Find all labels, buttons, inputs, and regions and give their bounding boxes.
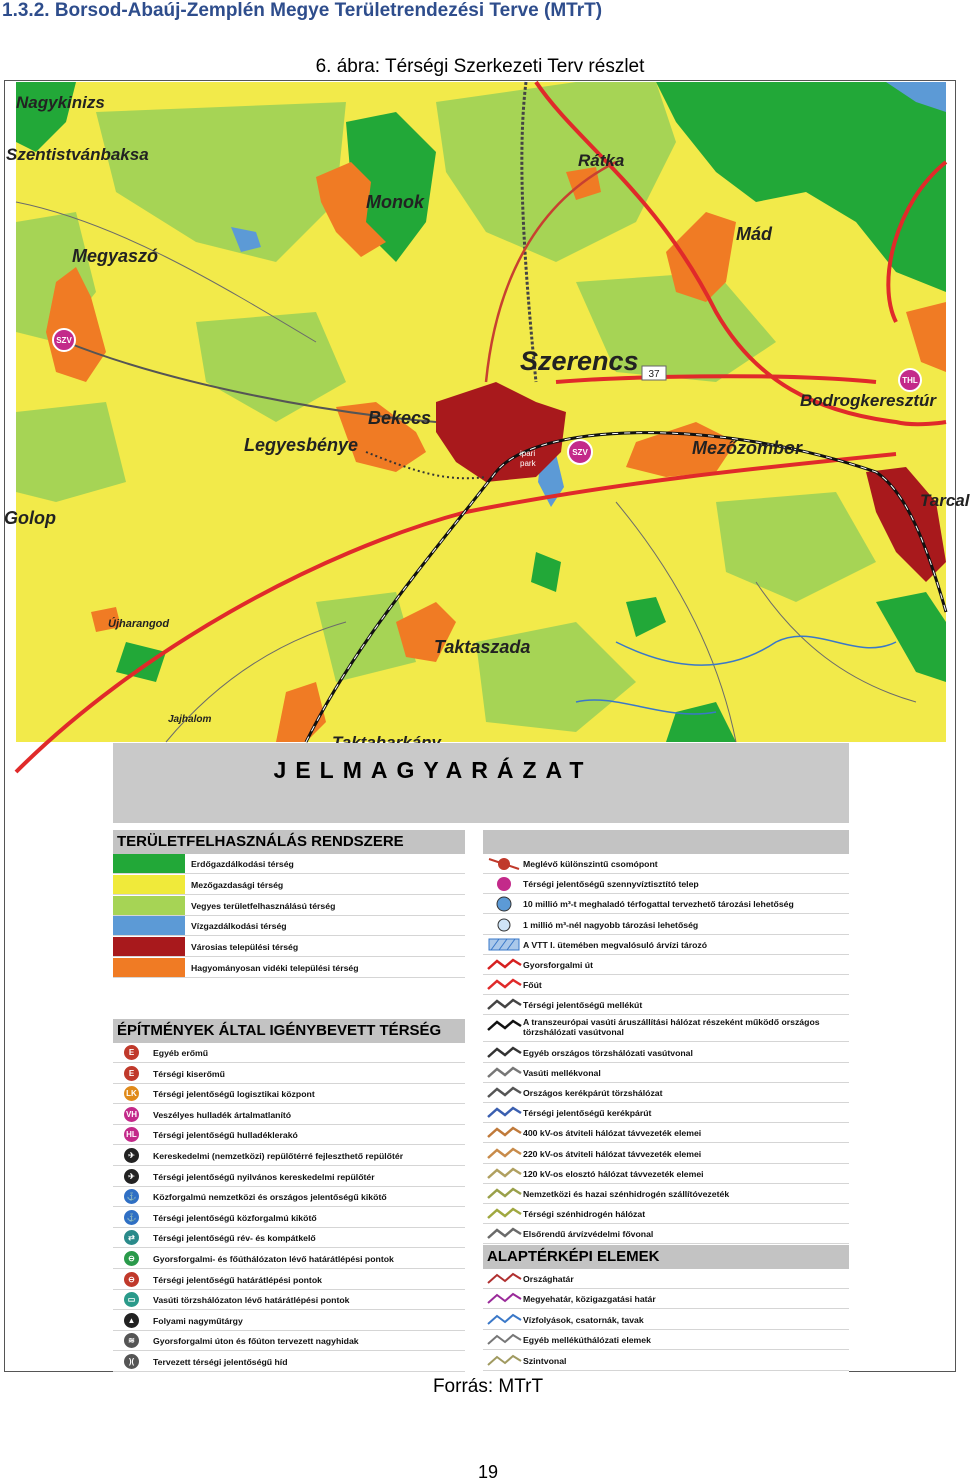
legend-symbol xyxy=(485,1269,523,1288)
legend-label: Folyami nagyműtárgy xyxy=(153,1315,243,1326)
legend-row xyxy=(483,935,849,955)
legend-icon: VH xyxy=(124,1107,139,1122)
legend-label: Térségi jelentőségű kerékpárút xyxy=(523,1108,652,1119)
legend-label: Gyorsforgalmi út xyxy=(523,960,593,970)
built-area-heading: ÉPÍTMÉNYEK ÁLTAL IGÉNYBEVETT TÉRSÉG xyxy=(113,1019,465,1043)
legend-icon: HL xyxy=(124,1127,139,1142)
legend-row xyxy=(483,975,849,995)
legend-row xyxy=(113,854,465,874)
legend-label: Vasúti mellékvonal xyxy=(523,1067,601,1078)
place-ratka: Rátka xyxy=(578,151,625,170)
legend-row xyxy=(483,1164,849,1184)
legend-row xyxy=(483,995,849,1015)
place-bekecs: Bekecs xyxy=(368,408,432,428)
place-megyaszo: Megyaszó xyxy=(72,246,159,266)
legend-icon: LK xyxy=(124,1086,139,1101)
legend-row xyxy=(113,1228,465,1248)
legend-label: Térségi jelentőségű szennyvíztisztító telep xyxy=(523,879,699,890)
legend-row xyxy=(483,894,849,914)
legend-row xyxy=(483,1351,849,1371)
place-ujharangod: Újharangod xyxy=(108,618,170,630)
railway-lines xyxy=(306,433,946,742)
legend-symbol xyxy=(485,1063,523,1082)
legend-row xyxy=(113,1270,465,1290)
place-tarcal: Tarcal xyxy=(920,491,970,510)
place-golop: Golop xyxy=(4,508,56,528)
legend-label: A transzeurópai vasúti áruszállítási hálózat részeként működő országos törzshálózati vasútvonal xyxy=(523,1016,820,1037)
legend-label: Térségi jelentőségű mellékút xyxy=(523,1000,643,1011)
legend-label: Veszélyes hulladék ártalmatlanító xyxy=(153,1109,292,1120)
legend-icon: ✈ xyxy=(124,1148,139,1163)
legend-row xyxy=(483,1184,849,1204)
legend-symbol xyxy=(485,1310,523,1329)
legend-icon: ▲ xyxy=(124,1313,139,1328)
base-map-heading: ALAPTÉRKÉPI ELEMEK xyxy=(483,1245,849,1269)
legend-symbol xyxy=(485,915,523,934)
legend-symbol xyxy=(485,1103,523,1122)
legend-row xyxy=(483,1289,849,1309)
legend-label: Közforgalmú nemzetközi és országos jelentőségű kikötő xyxy=(153,1192,387,1203)
legend-row xyxy=(113,1084,465,1104)
legend-icon: ⚓ xyxy=(124,1189,139,1204)
place-monok: Monok xyxy=(366,192,424,212)
legend-label: 1 millió m³-nél nagyobb tározási lehetőség xyxy=(523,919,699,930)
legend-row xyxy=(483,1083,849,1103)
legend-label: Meglévő különszintű csomópont xyxy=(523,859,658,869)
legend-label: 400 kV-os átviteli hálózat távvezeték elemei xyxy=(523,1128,702,1139)
legend-label: Térségi kiserőmű xyxy=(153,1068,225,1079)
legend-symbol xyxy=(485,1289,523,1308)
legend-symbol xyxy=(485,1144,523,1163)
legend-symbol xyxy=(485,1330,523,1349)
land-use-swatch xyxy=(113,875,185,894)
legend-label: Erdőgazdálkodási térség xyxy=(191,859,294,869)
legend-label: Térségi jelentőségű közforgalmú kikötő xyxy=(153,1212,317,1223)
legend-row xyxy=(113,937,465,957)
legend-icon: ⚓ xyxy=(124,1210,139,1225)
legend-label: Mezőgazdasági térség xyxy=(191,879,284,890)
legend-label: A VTT I. ütemében megvalósuló árvízi tározó xyxy=(523,939,708,950)
place-szerencs: Szerencs xyxy=(520,346,639,376)
legend-label: Tervezett térségi jelentőségű híd xyxy=(153,1357,288,1367)
place-szentistvanbaksa: Szentistvánbaksa xyxy=(6,145,149,164)
legend-row xyxy=(113,1125,465,1145)
legend-icon: ⇄ xyxy=(124,1230,139,1245)
legend-row xyxy=(483,1063,849,1083)
legend-label: Vízfolyások, csatornák, tavak xyxy=(523,1314,644,1325)
legend-label: 220 kV-os átviteli hálózat távvezeték elemei xyxy=(523,1148,702,1159)
legend-row xyxy=(483,915,849,935)
legend-row xyxy=(113,896,465,916)
section-heading: 1.3.2. Borsod-Abaúj-Zemplén Megye Területrendezési Terve (MTrT) xyxy=(2,0,603,21)
legend-symbol xyxy=(485,874,523,893)
legend-row xyxy=(113,1249,465,1269)
figure-source: Forrás: MTrT xyxy=(432,1376,544,1397)
legend-row xyxy=(483,1103,849,1123)
legend-row xyxy=(483,1269,849,1289)
page-number: 19 xyxy=(477,1462,499,1482)
legend-row xyxy=(483,1224,849,1244)
legend-row xyxy=(113,1043,465,1063)
legend-symbol xyxy=(485,955,523,974)
place-legyesbenye: Legyesbénye xyxy=(244,435,359,455)
legend-row xyxy=(113,1167,465,1187)
place-bodrogkeresztur: Bodrogkeresztúr xyxy=(800,391,937,410)
legend-label: 10 millió m³-t meghaladó térfogattal tervezhető tározási lehetőség xyxy=(523,899,794,910)
legend-symbol xyxy=(485,935,523,954)
legend-label: Városias települési térség xyxy=(191,942,299,953)
legend-row xyxy=(113,1352,465,1372)
land-use-swatch xyxy=(113,958,185,977)
legend-label: Térségi szénhidrogén hálózat xyxy=(523,1209,646,1220)
legend-symbol xyxy=(485,1224,523,1243)
legend-row xyxy=(113,1064,465,1084)
legend-row xyxy=(113,1146,465,1166)
legend-label: Gyorsforgalmi úton és főúton tervezett nagyhidak xyxy=(153,1336,359,1347)
legend-symbol xyxy=(485,1016,523,1035)
legend-row xyxy=(113,916,465,936)
legend-symbol xyxy=(485,1123,523,1142)
legend-label: Térségi jelentőségű logisztikai központ xyxy=(153,1089,315,1100)
legend-label: Országhatár xyxy=(523,1274,574,1284)
legend-label: Térségi jelentőségű nyilvános kereskedelmi repülőtér xyxy=(153,1171,375,1182)
ipari-park-label-1: ipari xyxy=(520,449,536,458)
legend-row xyxy=(113,1105,465,1125)
legend-symbol xyxy=(485,975,523,994)
legend-icon: E xyxy=(124,1066,139,1081)
legend-title-bar xyxy=(113,743,849,823)
legend-row xyxy=(113,1208,465,1228)
legend-row xyxy=(113,1290,465,1310)
legend-label: Hagyományosan vidéki települési térség xyxy=(191,963,359,973)
legend-label: Egyéb erőmű xyxy=(153,1048,209,1058)
legend-label: Egyéb mellékúthálózati elemek xyxy=(523,1335,651,1346)
legend-symbol xyxy=(485,995,523,1014)
legend-symbol xyxy=(485,1184,523,1203)
legend-row xyxy=(483,854,849,874)
legend-icon: ▭ xyxy=(124,1292,139,1307)
legend-symbol xyxy=(485,1043,523,1062)
land-use-heading: TERÜLETFELHASZNÁLÁS RENDSZERE xyxy=(113,830,465,854)
place-nagykinizs: Nagykinizs xyxy=(16,93,105,112)
map-legend xyxy=(113,743,849,1373)
legend-row xyxy=(483,1043,849,1063)
regional-plan-map xyxy=(4,82,970,742)
land-use-swatch xyxy=(113,916,185,935)
road-number: 37 xyxy=(648,369,660,380)
legend-label: Térségi jelentőségű határátlépési pontok xyxy=(153,1274,322,1285)
legend-icon: ⊖ xyxy=(124,1272,139,1287)
legend-row xyxy=(113,875,465,895)
legend-row xyxy=(483,1330,849,1350)
figure-caption: 6. ábra: Térségi Szerkezeti Terv részlet xyxy=(315,56,645,77)
legend-row xyxy=(483,1204,849,1224)
land-use-swatch xyxy=(113,937,185,956)
legend-label: Elsőrendű árvízvédelmi fővonal xyxy=(523,1229,654,1240)
place-taktaszada: Taktaszada xyxy=(434,637,531,657)
legend-label: Vízgazdálkodási térség xyxy=(191,921,287,932)
badge-szv-1: SZV xyxy=(56,336,72,345)
legend-row xyxy=(483,1123,849,1143)
legend-label: Kereskedelmi (nemzetközi) repülőtérré fejleszthető repülőtér xyxy=(153,1151,404,1161)
map-drawing xyxy=(4,82,970,742)
legend-row xyxy=(113,1187,465,1207)
legend-label: Országos kerékpárút törzshálózat xyxy=(523,1088,663,1098)
legend-icon: ✈ xyxy=(124,1169,139,1184)
legend-icon: ≋ xyxy=(124,1333,139,1348)
legend-icon: ⊖ xyxy=(124,1251,139,1266)
legend-icon: E xyxy=(124,1045,139,1060)
legend-symbol xyxy=(485,894,523,913)
legend-label: Térségi jelentőségű hulladéklerakó xyxy=(153,1130,298,1141)
legend-label: 120 kV-os elosztó hálózat távvezeték elemei xyxy=(523,1168,704,1179)
legend-row xyxy=(113,1311,465,1331)
legend-row xyxy=(483,1144,849,1164)
legend-label: Vasúti törzshálózaton lévő határátlépési pontok xyxy=(153,1295,350,1306)
legend-label: Egyéb országos törzshálózati vasútvonal xyxy=(523,1047,693,1058)
legend-icon: )( xyxy=(124,1354,139,1369)
legend-symbol xyxy=(485,1204,523,1223)
place-jajhalom: Jajhalom xyxy=(168,714,212,725)
place-mad: Mád xyxy=(736,224,772,244)
infra-header-bar xyxy=(483,830,849,854)
legend-title: JELMAGYARÁZAT xyxy=(273,757,593,783)
land-use-swatch xyxy=(113,854,185,873)
legend-symbol xyxy=(485,1351,523,1370)
legend-row xyxy=(483,955,849,975)
legend-row xyxy=(483,874,849,894)
legend-label: Szintvonal xyxy=(523,1355,567,1366)
legend-label: Térségi jelentőségű rév- és kompátkelő xyxy=(153,1233,316,1244)
legend-label: Nemzetközi és hazai szénhidrogén szállítóvezeték xyxy=(523,1189,730,1199)
place-mezozombor: Mezőzombor xyxy=(692,438,802,458)
legend-label: Gyorsforgalmi- és főúthálózaton lévő határátlépési pontok xyxy=(153,1254,394,1264)
legend-label: Megyehatár, közigazgatási határ xyxy=(523,1294,656,1305)
legend-symbol xyxy=(485,1083,523,1102)
ipari-park-label-2: park xyxy=(520,459,536,468)
legend-symbol xyxy=(485,1164,523,1183)
legend-row xyxy=(483,1016,849,1042)
land-use-swatch xyxy=(113,896,185,915)
legend-symbol xyxy=(485,854,523,873)
legend-row xyxy=(113,958,465,978)
legend-row xyxy=(113,1331,465,1351)
legend-label: Főút xyxy=(523,980,542,991)
badge-thl: THL xyxy=(902,376,918,385)
legend-row xyxy=(483,1310,849,1330)
badge-szv-2: SZV xyxy=(572,448,588,457)
legend-label: Vegyes területfelhasználású térség xyxy=(191,900,336,911)
